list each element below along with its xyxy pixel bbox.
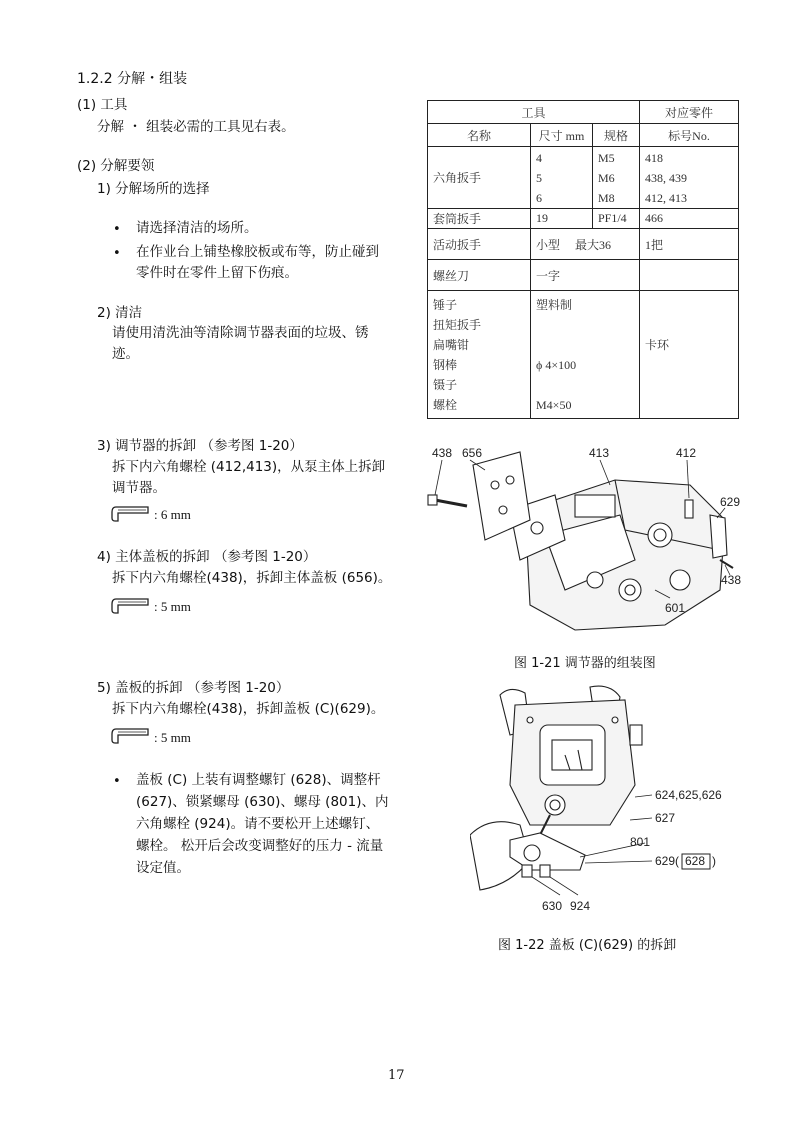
socket-spec: PF1/4 — [593, 209, 640, 229]
table-row — [428, 291, 739, 419]
tools-table — [427, 100, 739, 419]
fig22-label-924: 924 — [570, 899, 591, 913]
fig21-label-413: 413 — [589, 446, 610, 460]
rod-size: ϕ 4×100 — [536, 357, 577, 372]
adjustable-size: 小型 最大36 — [531, 229, 640, 260]
table-row — [428, 147, 739, 209]
s5-bullet-line-1: 盖板 (C) 上装有调整螺钉 (628)、调整杆 — [136, 772, 381, 788]
section-title: 1.2.2 分解・组装 — [77, 71, 188, 87]
hex-part: 438, 439 — [645, 170, 687, 185]
parts-header: 对应零件 — [640, 101, 739, 124]
misc-name: 镊子 — [433, 377, 458, 392]
s3-title: 3) 调节器的拆卸 （参考图 1-20） — [97, 438, 303, 454]
s2-line-2: 迹。 — [112, 346, 139, 362]
fig22-label-628: 628 — [685, 854, 706, 868]
hex-part: 412, 413 — [645, 190, 687, 205]
hex-part: 418 — [645, 150, 663, 165]
col-part-no: 标号No. — [640, 124, 739, 147]
s2-line-1: 请使用清洗油等清除调节器表面的垃圾、锈 — [112, 325, 369, 341]
bullet-icon: • — [113, 222, 121, 237]
s3-tool-size: : 6 mm — [154, 507, 191, 522]
col-spec: 规格 — [593, 124, 640, 147]
table-row — [428, 209, 739, 229]
s5-bullet-line-3: 六角螺栓 (924)。请不要松开上述螺钉、 — [136, 816, 380, 832]
s5-line-1: 拆下内六角螺栓(438)，拆卸盖板 (C)(629)。 — [112, 701, 385, 717]
table-row — [428, 260, 739, 291]
bolt-size: M4×50 — [536, 397, 572, 412]
col-name: 名称 — [428, 124, 531, 147]
misc-name: 扭矩扳手 — [433, 317, 482, 332]
fig21-label-438b: 438 — [721, 573, 742, 587]
s2-title: 2) 清洁 — [97, 305, 143, 321]
socket-size: 19 — [531, 209, 593, 229]
s5-bullet-line-4: 螺栓。 松开后会改变调整好的压力 - 流量 — [136, 838, 384, 854]
s4-title: 4) 主体盖板的拆卸 （参考图 1-20） — [97, 549, 317, 565]
misc-name: 螺栓 — [433, 397, 458, 412]
s1-bullet-2: 在作业台上铺垫橡胶板或布等，防止碰到 — [136, 244, 379, 260]
fig22-label-624: 624,625,626 — [655, 788, 722, 802]
figure-1-21-illustration — [425, 440, 755, 645]
figure-1-22-caption: 图 1-22 盖板 (C)(629) 的拆卸 — [498, 938, 677, 953]
fig22-label-629: 629( — [655, 854, 680, 868]
hammer-size: 塑料制 — [536, 297, 573, 312]
s4-tool-size: : 5 mm — [154, 599, 191, 614]
points-heading: (2) 分解要领 — [77, 158, 155, 174]
figure-1-22-illustration — [470, 685, 740, 925]
hex-size: 6 — [536, 190, 542, 205]
hex-size: 4 — [536, 150, 542, 165]
tools-heading: (1) 工具 — [77, 97, 128, 113]
misc-name: 锤子 — [433, 297, 458, 312]
hex-wrench-icon — [110, 596, 152, 614]
figure-1-21-caption: 图 1-21 调节器的组装图 — [514, 656, 656, 671]
col-size: 尺寸 mm — [531, 124, 593, 147]
page-number: 17 — [388, 1068, 405, 1083]
s1-bullet-2-cont: 零件时在零件上留下伤痕。 — [136, 265, 298, 281]
fig22-label-627: 627 — [655, 811, 676, 825]
bullet-icon: • — [113, 774, 121, 789]
table-row — [428, 229, 739, 260]
socket-name: 套筒扳手 — [428, 209, 531, 229]
pliers-part: 卡环 — [645, 337, 670, 352]
fig21-label-629: 629 — [720, 495, 741, 509]
hex-wrench-icon — [110, 504, 152, 522]
fig21-label-412: 412 — [676, 446, 697, 460]
s5-title: 5) 盖板的拆卸 （参考图 1-20） — [97, 680, 290, 696]
tools-header: 工具 — [428, 101, 640, 124]
hex-spec: M8 — [598, 190, 615, 205]
s5-tool-size: : 5 mm — [154, 730, 191, 745]
fig21-label-601: 601 — [665, 601, 686, 615]
hex-wrench-name: 六角扳手 — [428, 147, 531, 209]
adjustable-name: 活动扳手 — [428, 229, 531, 260]
hex-wrench-icon — [110, 726, 152, 744]
fig22-label-801: 801 — [630, 835, 651, 849]
s1-bullet-1: 请选择清洁的场所。 — [136, 220, 258, 236]
adjustable-part: 1把 — [640, 229, 739, 260]
tools-text: 分解 ・ 组装必需的工具见右表。 — [97, 119, 295, 135]
screwdriver-size: 一字 — [531, 260, 640, 291]
bullet-icon: • — [113, 246, 121, 261]
s3-line-2: 调节器。 — [112, 480, 166, 496]
fig21-label-656: 656 — [462, 446, 483, 460]
s5-bullet-line-2: (627)、锁紧螺母 (630)、螺母 (801)、内 — [136, 794, 389, 810]
hex-spec: M5 — [598, 150, 615, 165]
misc-name: 钢棒 — [433, 357, 458, 372]
fig22-label-630: 630 — [542, 899, 563, 913]
fig21-label-438: 438 — [432, 446, 453, 460]
hex-spec: M6 — [598, 170, 615, 185]
misc-name: 扁嘴钳 — [433, 337, 470, 352]
s4-line-1: 拆下内六角螺栓(438)，拆卸主体盖板 (656)。 — [112, 570, 392, 586]
hex-size: 5 — [536, 170, 542, 185]
fig22-label-628-close: ) — [712, 854, 716, 868]
screwdriver-name: 螺丝刀 — [428, 260, 531, 291]
s3-line-1: 拆下内六角螺栓 (412,413)，从泵主体上拆卸 — [112, 459, 386, 475]
s1-title: 1) 分解场所的选择 — [97, 181, 210, 197]
socket-part: 466 — [640, 209, 739, 229]
s5-bullet-line-5: 设定值。 — [136, 860, 190, 876]
